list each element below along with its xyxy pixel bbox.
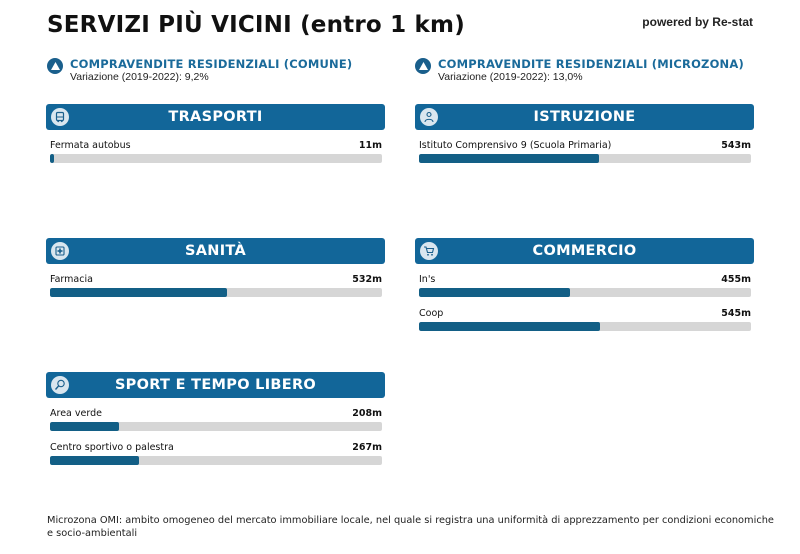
panel-sport — [46, 372, 385, 466]
panel-title: ISTRUZIONE — [533, 109, 636, 125]
page-title: SERVIZI PIÙ VICINI (entro 1 km) — [47, 12, 465, 38]
panel-header — [46, 238, 385, 264]
stat-title: COMPRAVENDITE RESIDENZIALI (MICROZONA) — [438, 57, 744, 71]
panel-header — [415, 238, 754, 264]
service-distance: 532m — [352, 274, 382, 285]
service-distance: 11m — [358, 140, 382, 151]
footnote: Microzona OMI: ambito omogeneo del mercato immobiliare locale, nel quale si registra una uniformità di apprezzamento per condizioni economiche e socio-ambientali — [47, 515, 774, 539]
distance-bar-fill — [50, 456, 139, 465]
distance-bar — [419, 288, 751, 297]
panel-commercio — [415, 238, 754, 332]
distance-bar — [50, 456, 382, 465]
service-name: Area verde — [50, 408, 102, 419]
service-distance: 208m — [352, 408, 382, 419]
panel-sanita — [46, 238, 385, 298]
distance-bar — [50, 422, 382, 431]
distance-bar-fill — [50, 288, 227, 297]
service-distance: 267m — [352, 442, 382, 453]
distance-bar-fill — [50, 154, 54, 163]
stat-comune — [47, 57, 352, 84]
school-icon — [420, 108, 438, 126]
panel-header — [46, 104, 385, 130]
distance-bar-fill — [419, 322, 600, 331]
panel-header — [415, 104, 754, 130]
distance-bar — [50, 154, 382, 163]
stat-microzona — [415, 57, 744, 84]
service-distance: 545m — [721, 308, 751, 319]
bus-icon — [51, 108, 69, 126]
service-name: Istituto Comprensivo 9 (Scuola Primaria) — [419, 140, 612, 151]
panel-trasporti — [46, 104, 385, 164]
service-name: Farmacia — [50, 274, 93, 285]
panel-istruzione — [415, 104, 754, 164]
tennis-icon — [51, 376, 69, 394]
service-name: Fermata autobus — [50, 140, 131, 151]
service-distance: 543m — [721, 140, 751, 151]
stat-title: COMPRAVENDITE RESIDENZIALI (COMUNE) — [70, 57, 353, 71]
triangle-up-icon — [415, 58, 431, 74]
panel-title: COMMERCIO — [532, 243, 637, 259]
cart-icon — [420, 242, 438, 260]
service-name: Coop — [419, 308, 444, 319]
triangle-up-icon — [47, 58, 63, 74]
service-name: In's — [419, 274, 436, 285]
hospital-icon — [51, 242, 69, 260]
service-name: Centro sportivo o palestra — [50, 442, 174, 453]
distance-bar-fill — [419, 288, 570, 297]
distance-bar-fill — [419, 154, 599, 163]
service-distance: 455m — [721, 274, 751, 285]
list-item — [50, 442, 382, 466]
distance-bar — [50, 288, 382, 297]
list-item — [50, 408, 382, 432]
stat-variation: Variazione (2019-2022): 9,2% — [70, 71, 209, 83]
panel-header — [46, 372, 385, 398]
list-item — [50, 140, 382, 164]
list-item — [419, 274, 751, 298]
stat-variation: Variazione (2019-2022): 13,0% — [438, 71, 583, 83]
distance-bar-fill — [50, 422, 119, 431]
panel-title: TRASPORTI — [168, 109, 263, 125]
list-item — [419, 140, 751, 164]
list-item — [50, 274, 382, 298]
powered-by-label: powered by Re-stat — [642, 15, 753, 29]
panel-title: SANITÀ — [185, 243, 246, 259]
distance-bar — [419, 154, 751, 163]
panel-title: SPORT E TEMPO LIBERO — [114, 377, 317, 393]
list-item — [419, 308, 751, 332]
distance-bar — [419, 322, 751, 331]
